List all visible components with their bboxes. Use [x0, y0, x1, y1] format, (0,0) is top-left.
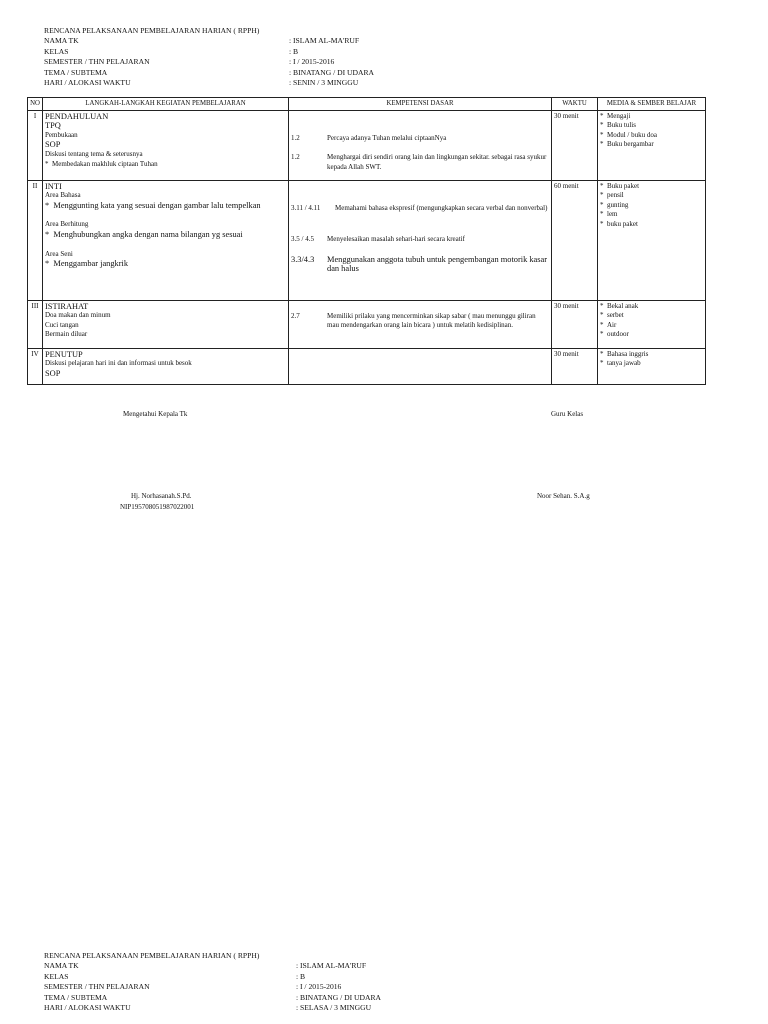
media-item: * gunting [600, 201, 703, 211]
header-label: NAMA TK [44, 36, 79, 46]
kd-text: Menggunakan anggota tubuh untuk pengembangan motorik kasar dan halus [327, 254, 548, 274]
media-item: * Air [600, 321, 703, 331]
column-header-no: NO [28, 98, 43, 111]
activity-line: Pembukaan [45, 130, 78, 139]
kd-cell [289, 348, 552, 384]
header-label: TEMA / SUBTEMA [44, 67, 108, 77]
document-title: RENCANA PELAKSANAAN PEMBELAJARAN HARIAN ( RPPH) [44, 951, 260, 960]
table-row [28, 110, 706, 180]
media-item: * buku paket [600, 220, 703, 230]
header-value: : ISLAM AL-MA'RUF [289, 36, 360, 46]
header-row [44, 982, 381, 992]
document-header [44, 26, 374, 88]
header-row [44, 972, 381, 982]
row-number: IV [28, 348, 43, 384]
waktu-cell: 30 menit [552, 300, 598, 348]
kd-code: 3.5 / 4.5 [291, 235, 314, 244]
activity-bullet: * Menghubungkan angka dengan nama bilangan yg sesuai [45, 230, 286, 240]
header-label: HARI / ALOKASI WAKTU [44, 1003, 131, 1013]
teacher-label: Guru Kelas [551, 410, 584, 418]
header-row [44, 1003, 381, 1013]
kd-item [291, 204, 549, 214]
media-cell [598, 110, 706, 180]
header-value: : SELASA / 3 MINGGU [296, 1003, 372, 1013]
header-value: : BINATANG / DI UDARA [296, 992, 382, 1002]
area-label: Area Bahasa [45, 191, 81, 200]
media-item: * Buku paket [600, 182, 703, 192]
media-item: * Bahasa inggris [600, 350, 703, 360]
media-item: * lem [600, 210, 703, 220]
header-row [44, 36, 374, 46]
waktu-cell: 60 menit [552, 180, 598, 300]
header-label: HARI / ALOKASI WAKTU [44, 78, 131, 88]
section-title: PENUTUP [45, 349, 83, 359]
header-row [44, 47, 374, 57]
media-item: * Buku bergambar [600, 140, 703, 150]
waktu-cell: 30 menit [552, 110, 598, 180]
row-number: II [28, 180, 43, 300]
langkah-cell [43, 348, 289, 384]
kd-item [291, 255, 549, 274]
activity-line: SOP [45, 368, 61, 378]
kd-code: 2.7 [291, 311, 300, 320]
header-label: TEMA / SUBTEMA [44, 992, 108, 1002]
kd-text: Percaya adanya Tuhan melalui ciptaanNya [327, 133, 447, 142]
media-cell [598, 348, 706, 384]
activity-bullet: * Menggambar jangkrik [45, 259, 286, 269]
table-header-row [28, 98, 706, 111]
header-value: : B [296, 971, 306, 981]
kd-text: Memiliki prilaku yang mencerminkan sikap sabar ( mau menunggu giliran mau mendengarkan orang lain bicara ) untuk melatih kedisiplinan. [327, 311, 536, 330]
kd-text: Menghargai diri sendiri orang lain dan lingkungan sekitar. sebagai rasa syukur kepada Allah SWT. [327, 153, 547, 171]
kd-code: 3.3/4.3 [291, 254, 315, 264]
row-number: III [28, 300, 43, 348]
header-value: : B [289, 46, 299, 56]
langkah-cell [43, 300, 289, 348]
media-item: * Mengaji [600, 112, 703, 122]
header-value: : I / 2015-2016 [289, 57, 335, 67]
kd-code: 1.2 [291, 153, 300, 162]
area-label: Area Seni [45, 249, 73, 258]
media-item: * Bekal anak [600, 302, 703, 312]
media-item: * pensil [600, 191, 703, 201]
media-item: * Buku tulis [600, 121, 703, 131]
header-row [44, 961, 381, 971]
waktu-cell: 30 menit [552, 348, 598, 384]
kd-code: 1.2 [291, 133, 300, 142]
header-label: SEMESTER / THN PELAJARAN [44, 982, 150, 992]
kd-item [291, 312, 549, 331]
teacher-name: Noor Sehan. S.A.g [537, 492, 590, 500]
column-header-waktu: WAKTU [552, 98, 598, 111]
activity-line: Cuci tangan [45, 320, 79, 329]
header-row [44, 993, 381, 1003]
media-item: * serbet [600, 311, 703, 321]
header-label: KELAS [44, 971, 69, 981]
kd-cell [289, 110, 552, 180]
table-row [28, 300, 706, 348]
header-value: : SENIN / 3 MINGGU [289, 78, 359, 88]
table-row [28, 348, 706, 384]
activity-line: Doa makan dan minum [45, 311, 111, 320]
area-label: Area Berhitung [45, 220, 89, 229]
kd-text: Menyelesaikan masalah sehari-hari secara kreatif [327, 235, 465, 244]
header-row [44, 57, 374, 67]
principal-nip: NIP195708051987022001 [120, 503, 195, 511]
column-header-langkah: LANGKAH-LANGKAH KEGIATAN PEMBELAJARAN [43, 98, 289, 111]
header-value: : BINATANG / DI UDARA [289, 67, 375, 77]
header-row [44, 78, 374, 88]
column-header-kd: KEMPETENSI DASAR [289, 98, 552, 111]
header-label: SEMESTER / THN PELAJARAN [44, 57, 150, 67]
langkah-cell [43, 180, 289, 300]
activity-line: Diskusi pelajaran hari ini dan informasi untuk besok [45, 359, 192, 368]
principal-label: Mengetahui Kepala Tk [123, 410, 188, 418]
header-label: NAMA TK [44, 961, 79, 971]
row-number: I [28, 110, 43, 180]
header-row [44, 68, 374, 78]
kd-cell [289, 180, 552, 300]
column-header-media: MEDIA & SEMBER BELAJAR [598, 98, 706, 111]
langkah-cell [43, 110, 289, 180]
section-title: ISTIRAHAT [45, 301, 89, 311]
rpph-table [27, 97, 706, 385]
header-value: : ISLAM AL-MA'RUF [296, 961, 367, 971]
activity-line: TPQ [45, 121, 61, 131]
table-row [28, 180, 706, 300]
kd-cell [289, 300, 552, 348]
kd-text: Memahami bahasa ekspresif (mengungkapkan secara verbal dan nonverbal) [335, 203, 548, 212]
section-title: INTI [45, 181, 62, 191]
section-title: PENDAHULUAN [45, 111, 109, 121]
media-item: * Modul / buku doa [600, 131, 703, 141]
activity-bullet: * Membedakan makhluk ciptaan Tuhan [45, 160, 286, 170]
document-header-2 [44, 951, 381, 1013]
activity-line: SOP [45, 140, 61, 150]
media-cell [598, 180, 706, 300]
activity-line: Diskusi tentang tema & seterusnya [45, 149, 143, 158]
principal-name: Hj. Norhasanah.S.Pd. [131, 492, 192, 500]
header-label: KELAS [44, 46, 69, 56]
document-title: RENCANA PELAKSANAAN PEMBELAJARAN HARIAN ( RPPH) [44, 26, 260, 35]
kd-item [291, 235, 549, 245]
header-value: : I / 2015-2016 [296, 982, 342, 992]
kd-item [291, 153, 549, 172]
media-item: * tanya jawab [600, 359, 703, 369]
kd-code: 3.11 / 4.11 [291, 203, 321, 212]
media-cell [598, 300, 706, 348]
media-item: * outdoor [600, 330, 703, 340]
activity-bullet: * Menggunting kata yang sesuai dengan gambar lalu tempelkan [45, 201, 286, 211]
kd-item [291, 134, 549, 144]
activity-line: Bermain diluar [45, 330, 88, 339]
